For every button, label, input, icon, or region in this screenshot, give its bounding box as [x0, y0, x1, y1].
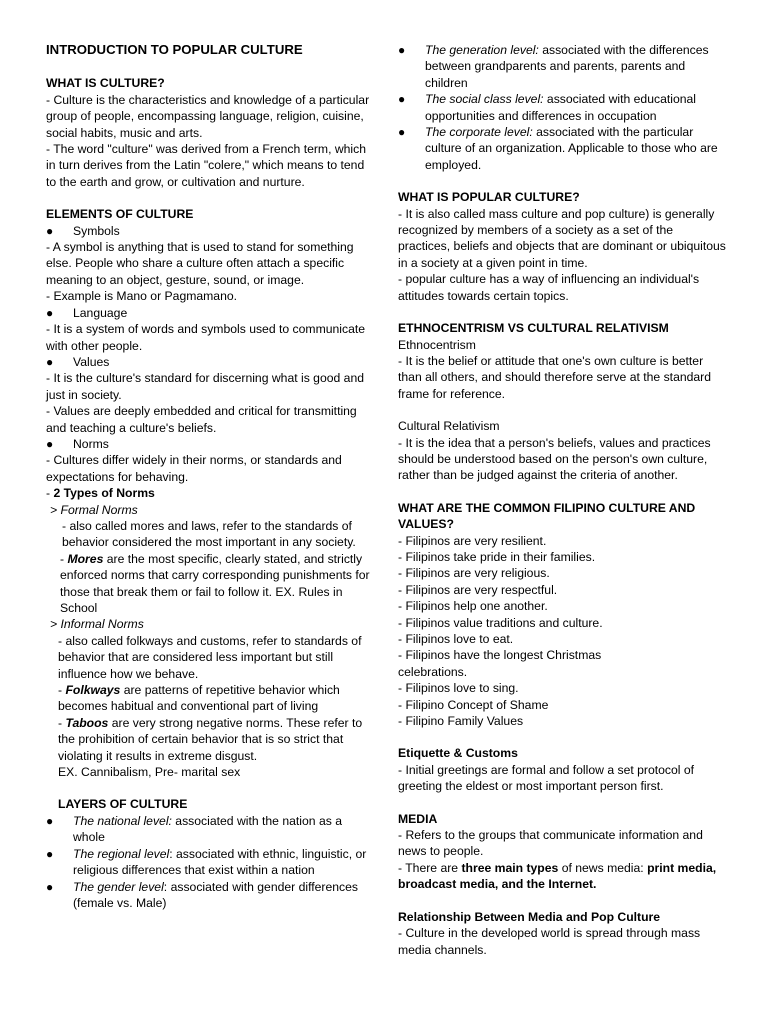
bullet-dot-icon: ●	[398, 92, 406, 107]
informal-norms-desc: - also called folkways and customs, refer to standards of behavior that are considered less important but still influence how we behave.	[58, 633, 362, 681]
list-item: - Filipinos have the longest Christmas celebrations.	[398, 648, 602, 679]
popular-culture-influence: - popular culture has a way of influencing an individual's attitudes towards certain topics.	[398, 272, 700, 303]
language-label: Language	[73, 305, 128, 320]
folkways-desc-text: are patterns of repetitive behavior which becomes habitual and conventional part of living	[58, 683, 340, 714]
formal-norms-text: > Formal Norms	[50, 502, 138, 517]
layer-item	[46, 846, 374, 879]
values-desc: - It is the culture's standard for discerning what is good and just in society.	[46, 371, 365, 402]
popular-culture-desc: - It is also called mass culture and pop culture) is generally recognized by members of a society as a set of the practices, beliefs and objects that are dominant or ubiquitous in a society at a given point in time.	[398, 206, 726, 270]
media-types-list: print media, broadcast media, and the Internet.	[398, 860, 717, 892]
bullet-dot-icon: ●	[46, 879, 54, 894]
formal-norms-label	[46, 502, 374, 518]
left-column	[46, 42, 374, 911]
list-item: - Filipinos love to sing.	[398, 681, 519, 696]
symbols-desc: - A symbol is anything that is used to stand for something else. People who share a culture often attach a specific meaning to an object, gesture, sound, or image.	[46, 240, 354, 287]
mores-desc-text: are the most specific, clearly stated, and strictly enforced norms that carry corresponding punishments for those that break them or fail to follow it. EX. Rules in School	[60, 551, 370, 615]
list-item: - Filipinos take pride in their families.	[398, 549, 596, 564]
relationship-desc: - Culture in the developed world is spread through mass media channels.	[398, 926, 701, 957]
what-is-culture-heading: WHAT IS CULTURE?	[46, 76, 165, 91]
layer-desc: : associated with ethnic, linguistic, or religious differences that exist within a nation	[73, 846, 367, 878]
taboos-desc	[46, 715, 374, 764]
bullet-dot-icon: ●	[46, 354, 54, 369]
list-item: - Filipino Family Values	[398, 714, 524, 729]
mores-desc	[46, 551, 374, 617]
list-item: - Filipinos are very respectful.	[398, 582, 558, 597]
ethnocentrism-heading: ETHNOCENTRISM VS CULTURAL RELATIVISM	[398, 321, 669, 336]
media-heading: MEDIA	[398, 811, 438, 826]
mores-prefix: -	[60, 551, 68, 566]
list-item: - Filipinos are very resilient.	[398, 533, 547, 548]
norms-label: Norms	[73, 436, 109, 451]
norms-types	[46, 485, 374, 501]
bullet-dot-icon: ●	[398, 125, 406, 140]
layer-desc: associated with the differences between grandparents and parents, parents and children	[425, 43, 709, 90]
media-types-prefix: - There are	[398, 860, 462, 875]
norms-types-label: 2 Types of Norms	[53, 486, 155, 501]
layer-desc: associated with the particular culture of an organization. Applicable to those who are employed.	[425, 125, 718, 172]
etiquette-desc: - Initial greetings are formal and follow a set protocol of greeting the eldest or most important person first.	[398, 762, 695, 794]
layer-item	[46, 879, 374, 912]
layer-term: The gender level	[73, 879, 164, 894]
list-item: - Filipinos love to eat.	[398, 632, 514, 646]
values-desc-2: - Values are deeply embedded and critical for transmitting and teaching a culture's beliefs.	[46, 404, 357, 435]
folkways-desc	[46, 682, 374, 715]
norms-types-prefix: -	[46, 486, 54, 501]
list-item: - Filipino Concept of Shame	[398, 697, 549, 712]
media-desc: - Refers to the groups that communicate information and news to people.	[398, 828, 703, 859]
bullet-language	[46, 305, 374, 321]
list-item: - Filipinos value traditions and culture.	[398, 615, 603, 630]
folkways-term: Folkways	[65, 683, 121, 698]
layer-item	[398, 42, 728, 91]
culture-etymology: - The word "culture" was derived from a French term, which in turn derives from the Latin "colere," which means to tend to the earth and grow, or cultivation and nurture.	[46, 142, 366, 189]
formal-norms-desc-text: - also called mores and laws, refer to the standards of behavior considered the most important in any society.	[62, 518, 356, 550]
right-column	[398, 42, 728, 958]
layer-item	[398, 91, 728, 124]
media-types-bold: three main types	[461, 860, 559, 875]
layer-term: The national level:	[73, 813, 172, 828]
etiquette-heading: Etiquette & Customs	[398, 746, 518, 761]
symbols-example: - Example is Mano or Pagmamano.	[46, 289, 238, 304]
ethnocentrism-label: Ethnocentrism	[398, 337, 476, 352]
document-title: INTRODUCTION TO POPULAR CULTURE	[46, 42, 303, 57]
taboos-example: EX. Cannibalism, Pre- marital sex	[58, 765, 241, 780]
filipino-values-heading: WHAT ARE THE COMMON FILIPINO CULTURE AND VALUES?	[398, 500, 696, 532]
elements-heading: ELEMENTS OF CULTURE	[46, 207, 194, 222]
relativism-label: Cultural Relativism	[398, 419, 500, 434]
media-types	[398, 860, 728, 893]
bullet-symbols	[46, 223, 374, 239]
informal-norms-label	[46, 616, 374, 632]
layer-desc: associated with the nation as a whole	[73, 813, 342, 845]
filipino-values-list	[398, 533, 728, 730]
layer-item	[398, 124, 728, 173]
norms-desc: - Cultures differ widely in their norms, or standards and expectations for behaving.	[46, 453, 342, 484]
list-item: - Filipinos are very religious.	[398, 566, 550, 581]
taboos-desc-text: are very strong negative norms. These refer to the prohibition of certain behavior that is so strict that violating it results in extreme disgust.	[58, 715, 363, 763]
layer-term: The social class level:	[425, 92, 544, 107]
symbols-label: Symbols	[73, 223, 120, 238]
layer-item	[46, 813, 374, 846]
bullet-dot-icon: ●	[398, 43, 406, 57]
layer-term: The corporate level:	[425, 125, 533, 140]
taboos-prefix: -	[58, 715, 66, 730]
taboos-term: Taboos	[65, 715, 109, 730]
bullet-dot-icon: ●	[46, 846, 54, 861]
bullet-norms	[46, 436, 374, 452]
layer-desc: : associated with gender differences (female vs. Male)	[73, 879, 359, 910]
layers-heading: LAYERS OF CULTURE	[58, 797, 188, 812]
layer-term: The generation level:	[425, 43, 539, 57]
relativism-desc: - It is the idea that a person's beliefs, values and practices should be understood based on the person's own culture, rather than be judged against the criteria of another.	[398, 435, 711, 483]
bullet-dot-icon: ●	[46, 223, 54, 238]
bullet-dot-icon: ●	[46, 305, 54, 320]
media-types-mid: of news media:	[558, 860, 648, 875]
formal-norms-desc	[46, 518, 374, 551]
values-label: Values	[73, 354, 110, 369]
ethnocentrism-desc: - It is the belief or attitude that one's own culture is better than all others, and should therefore serve at the standard frame for reference.	[398, 353, 712, 401]
language-desc: - It is a system of words and symbols used to communicate with other people.	[46, 322, 366, 353]
list-item: - Filipinos help one another.	[398, 599, 548, 614]
layer-desc: associated with educational opportunities and differences in occupation	[425, 92, 696, 123]
layer-term: The regional level	[73, 846, 170, 861]
bullet-values	[46, 354, 374, 370]
relationship-heading: Relationship Between Media and Pop Culture	[398, 909, 661, 924]
bullet-dot-icon: ●	[46, 436, 54, 451]
popular-culture-heading: WHAT IS POPULAR CULTURE?	[398, 190, 580, 205]
culture-definition: - Culture is the characteristics and knowledge of a particular group of people, encompassing language, religion, cuisine, social habits, music and arts.	[46, 92, 370, 140]
informal-norms-text: > Informal Norms	[50, 617, 144, 632]
folkways-prefix: -	[58, 683, 66, 698]
bullet-dot-icon: ●	[46, 813, 54, 828]
mores-term: Mores	[67, 551, 104, 566]
